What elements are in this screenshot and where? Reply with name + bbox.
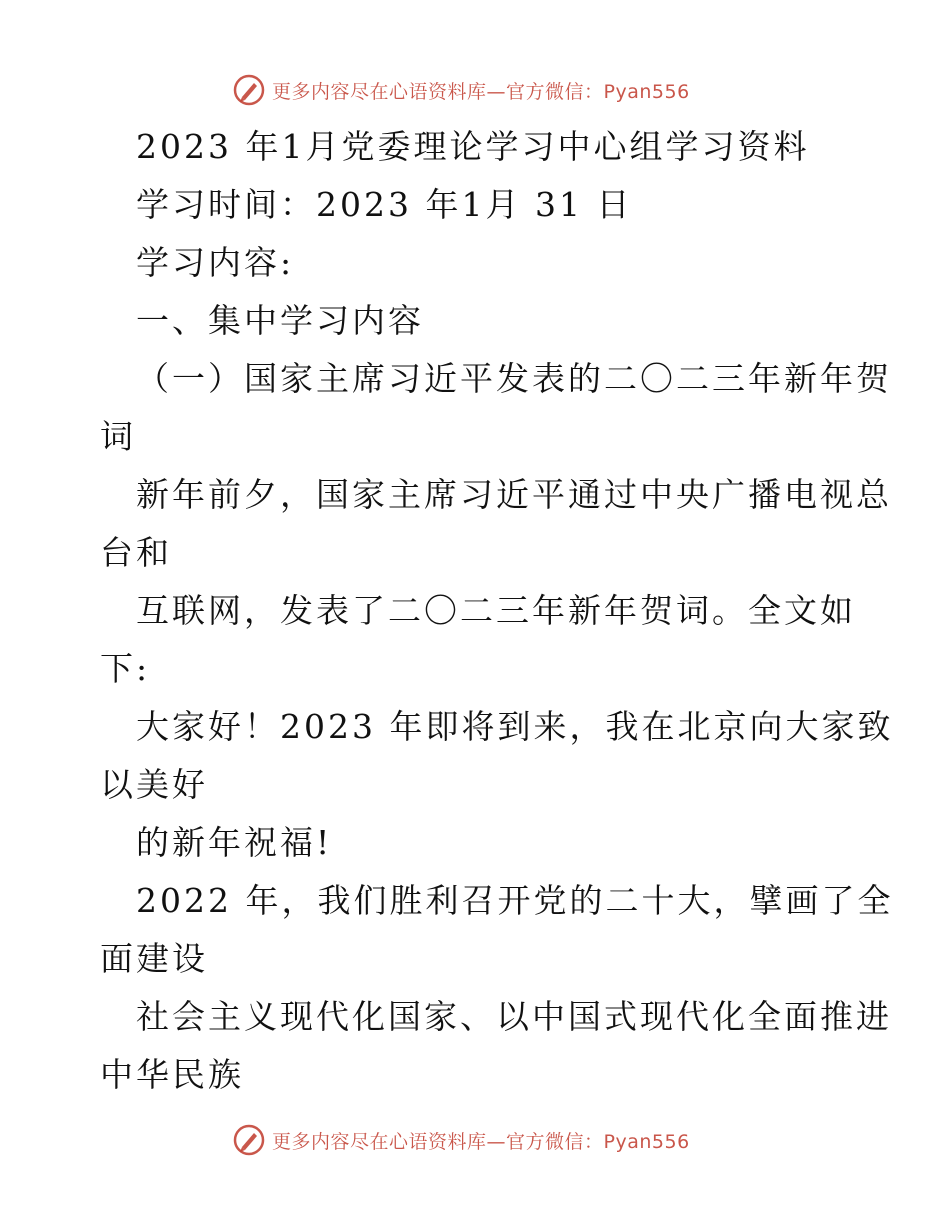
paragraph-line: 的新年祝福! — [136, 823, 333, 862]
paragraph-line: 社会主义现代化国家、以中国式现代化全面推进 — [136, 997, 892, 1036]
pen-logo-icon — [232, 1123, 266, 1157]
paragraph-line: 新年前夕，国家主席习近平通过中央广播电视总 — [136, 475, 892, 514]
subsection-heading-continued: 词 — [100, 417, 136, 456]
section-heading: 一、集中学习内容 — [136, 301, 424, 340]
header-watermark — [232, 70, 690, 110]
paragraph-line: 2022 年，我们胜利召开党的二十大，擘画了全 — [136, 881, 894, 920]
pen-logo-icon — [232, 73, 266, 107]
study-content-label: 学习内容: — [136, 243, 295, 282]
document-title: 2023 年1月党委理论学习中心组学习资料 — [136, 127, 810, 166]
subsection-heading: （一）国家主席习近平发表的二〇二三年新年贺 — [136, 359, 892, 398]
header-watermark-text: 更多内容尽在心语资料库—官方微信：Pyan556 — [272, 80, 690, 103]
footer-watermark — [232, 1120, 690, 1160]
study-time-line: 学习时间：2023 年1月 31 日 — [136, 185, 633, 224]
paragraph-line: 大家好！2023 年即将到来，我在北京向大家致 — [136, 707, 894, 746]
paragraph-line: 中华民族 — [100, 1055, 244, 1094]
footer-watermark-text: 更多内容尽在心语资料库—官方微信：Pyan556 — [272, 1130, 690, 1153]
paragraph-line: 台和 — [100, 533, 172, 572]
paragraph-line: 下: — [100, 649, 151, 688]
document-body — [100, 118, 894, 1104]
paragraph-line: 以美好 — [100, 765, 208, 804]
paragraph-line: 面建设 — [100, 939, 208, 978]
paragraph-line: 互联网，发表了二〇二三年新年贺词。全文如 — [136, 591, 856, 630]
